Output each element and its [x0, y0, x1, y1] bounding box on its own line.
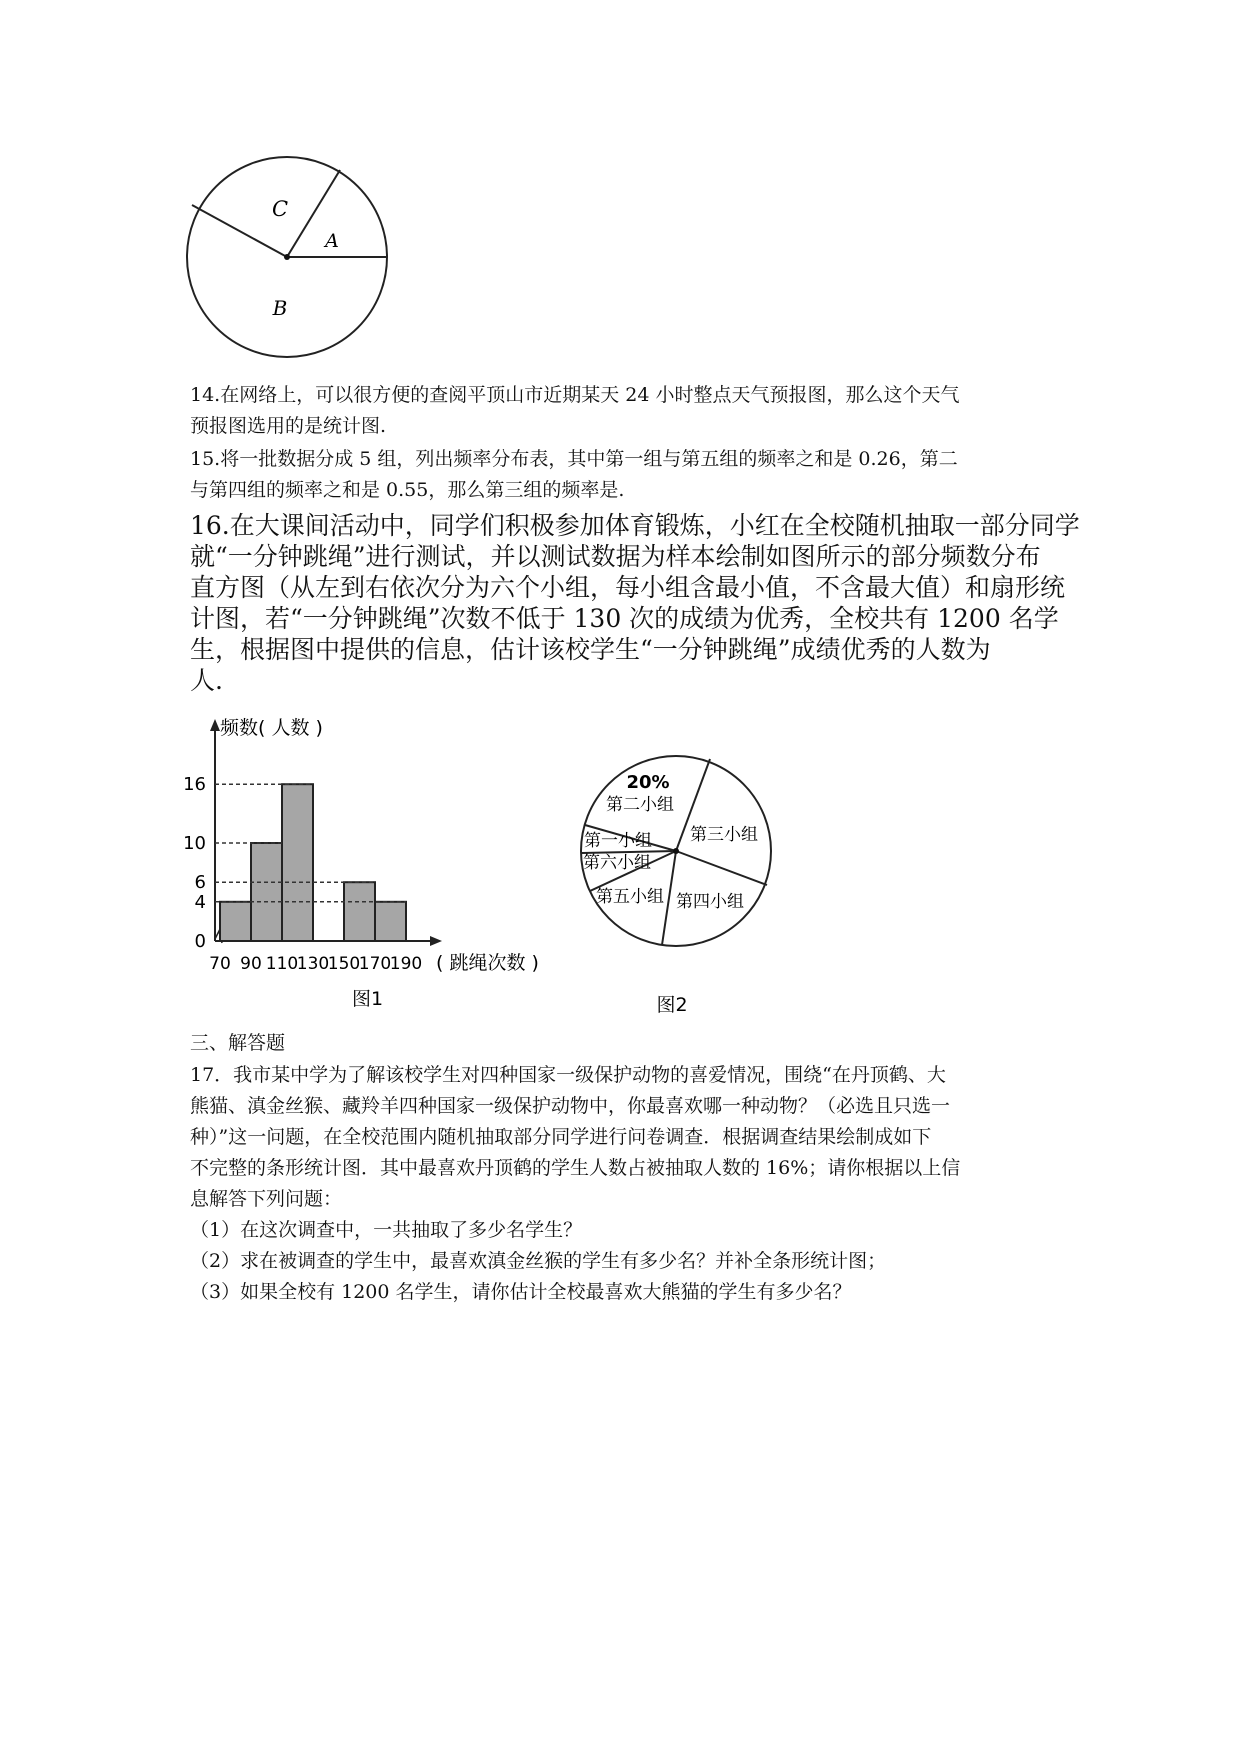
question-17-line-5: 息解答下列问题： [190, 1188, 343, 1210]
sector-label-b: B [272, 296, 288, 320]
question-17-part-1: （1）在这次调查中，一共抽取了多少名学生？ [190, 1219, 583, 1241]
histogram-bar-170-190 [375, 902, 406, 941]
histogram-bar-110-130 [282, 784, 313, 941]
sector-center-dot [284, 254, 290, 260]
pie-label-group-3: 第三小组 [690, 825, 758, 845]
histogram-ytick-4: 4 [194, 891, 206, 913]
question-16-line-5: 生，根据图中提供的信息，估计该校学生“一分钟跳绳”成绩优秀的人数为 [190, 635, 991, 664]
histogram-ytick-16: 16 [183, 774, 206, 796]
question-16-line-2: 就“一分钟跳绳”进行测试，并以测试数据为样本绘制如图所示的部分频数分布 [190, 542, 1041, 571]
histogram-y-axis-arrow [210, 719, 220, 731]
question-15-line-1: 15.将一批数据分成 5 组，列出频率分布表，其中第一组与第五组的频率之和是 0.26，第二 [190, 448, 958, 470]
pie-divider-lower-right [676, 851, 767, 885]
pie-label-group-2: 第二小组 [606, 795, 674, 815]
question-14-line-1: 14.在网络上，可以很方便的查阅平顶山市近期某天 24 小时整点天气预报图，那么这个天气 [190, 384, 960, 406]
histogram-ylabel: 频数( 人数 ) [220, 717, 323, 739]
question-14-line-2: 预报图选用的是统计图. [190, 415, 387, 437]
histogram-ytick-6: 6 [194, 872, 206, 894]
question-16-line-6: 人. [190, 666, 223, 695]
histogram-x-axis-arrow [430, 936, 442, 946]
pie-caption: 图2 [656, 994, 688, 1016]
question-14 [190, 386, 1060, 446]
question-16-line-4: 计图，若“一分钟跳绳”次数不低于 130 次的成绩为优秀，全校共有 1200 名学 [190, 604, 1059, 633]
sector-label-a: A [325, 230, 339, 252]
question-17-line-4: 不完整的条形统计图．其中最喜欢丹顶鹤的学生人数占被抽取人数的 16%；请你根据以上信 [190, 1157, 961, 1179]
question-16-line-1: 16.在大课间活动中，同学们积极参加体育锻炼，小红在全校随机抽取一部分同学 [190, 511, 1080, 540]
question-17-line-3: 种）”这一问题，在全校范围内随机抽取部分同学进行问卷调查．根据调查结果绘制成如下 [190, 1126, 932, 1148]
histogram-xtick-170: 170 [358, 954, 392, 974]
pie-center-dot [673, 848, 679, 854]
histogram-xtick-190: 190 [389, 954, 423, 974]
histogram-xtick-130: 130 [296, 954, 330, 974]
pie-divider-bottom [662, 851, 676, 945]
question-15-line-2: 与第四组的频率之和是 0.55，那么第三组的频率是. [190, 479, 625, 501]
question-16 [190, 511, 1080, 703]
histogram-bar-90-110 [251, 843, 282, 941]
question-17-line-2: 熊猫、滇金丝猴、藏羚羊四种国家一级保护动物中，你最喜欢哪一种动物？（必选且只选一 [190, 1095, 951, 1117]
histogram-xlabel: ( 跳绳次数 ) [436, 952, 539, 974]
histogram-figure [180, 705, 600, 1010]
question-16-line-3: 直方图（从左到右依次分为六个小组，每小组含最小值，不含最大值）和扇形统 [190, 573, 1066, 602]
histogram-bar-150-170 [344, 882, 375, 941]
question-17-line-1: 17．我市某中学为了解该校学生对四种国家一级保护动物的喜爱情况，围绕“在丹顶鹤、大 [190, 1064, 946, 1086]
question-15 [190, 450, 1060, 510]
pie-annotation-percent: 20% [626, 772, 670, 793]
histogram-xtick-150: 150 [327, 954, 361, 974]
pie-label-group-4: 第四小组 [676, 892, 744, 912]
histogram-xtick-110: 110 [265, 954, 299, 974]
histogram-ytick-10: 10 [183, 833, 206, 854]
sector-label-c: C [271, 197, 289, 221]
pie-chart-figure [570, 745, 800, 1020]
section-3-title: 三、解答题 [190, 1032, 286, 1054]
histogram-caption: 图1 [352, 988, 384, 1010]
sector-circle-figure [180, 150, 400, 370]
histogram-xtick-90: 90 [240, 954, 262, 974]
question-17-part-3: （3）如果全校有 1200 名学生，请你估计全校最喜欢大熊猫的学生有多少名？ [190, 1281, 852, 1303]
pie-label-group-1: 第一小组 [584, 831, 652, 851]
pie-label-group-6: 第六小组 [583, 853, 651, 873]
histogram-ytick-0: 0 [194, 931, 206, 952]
question-17 [190, 1064, 1060, 1303]
pie-label-group-5: 第五小组 [596, 887, 664, 907]
histogram-bar-70-90 [220, 902, 251, 941]
histogram-xtick-70: 70 [209, 954, 231, 974]
question-17-part-2: （2）求在被调查的学生中，最喜欢滇金丝猴的学生有多少名？并补全条形统计图； [190, 1250, 887, 1272]
